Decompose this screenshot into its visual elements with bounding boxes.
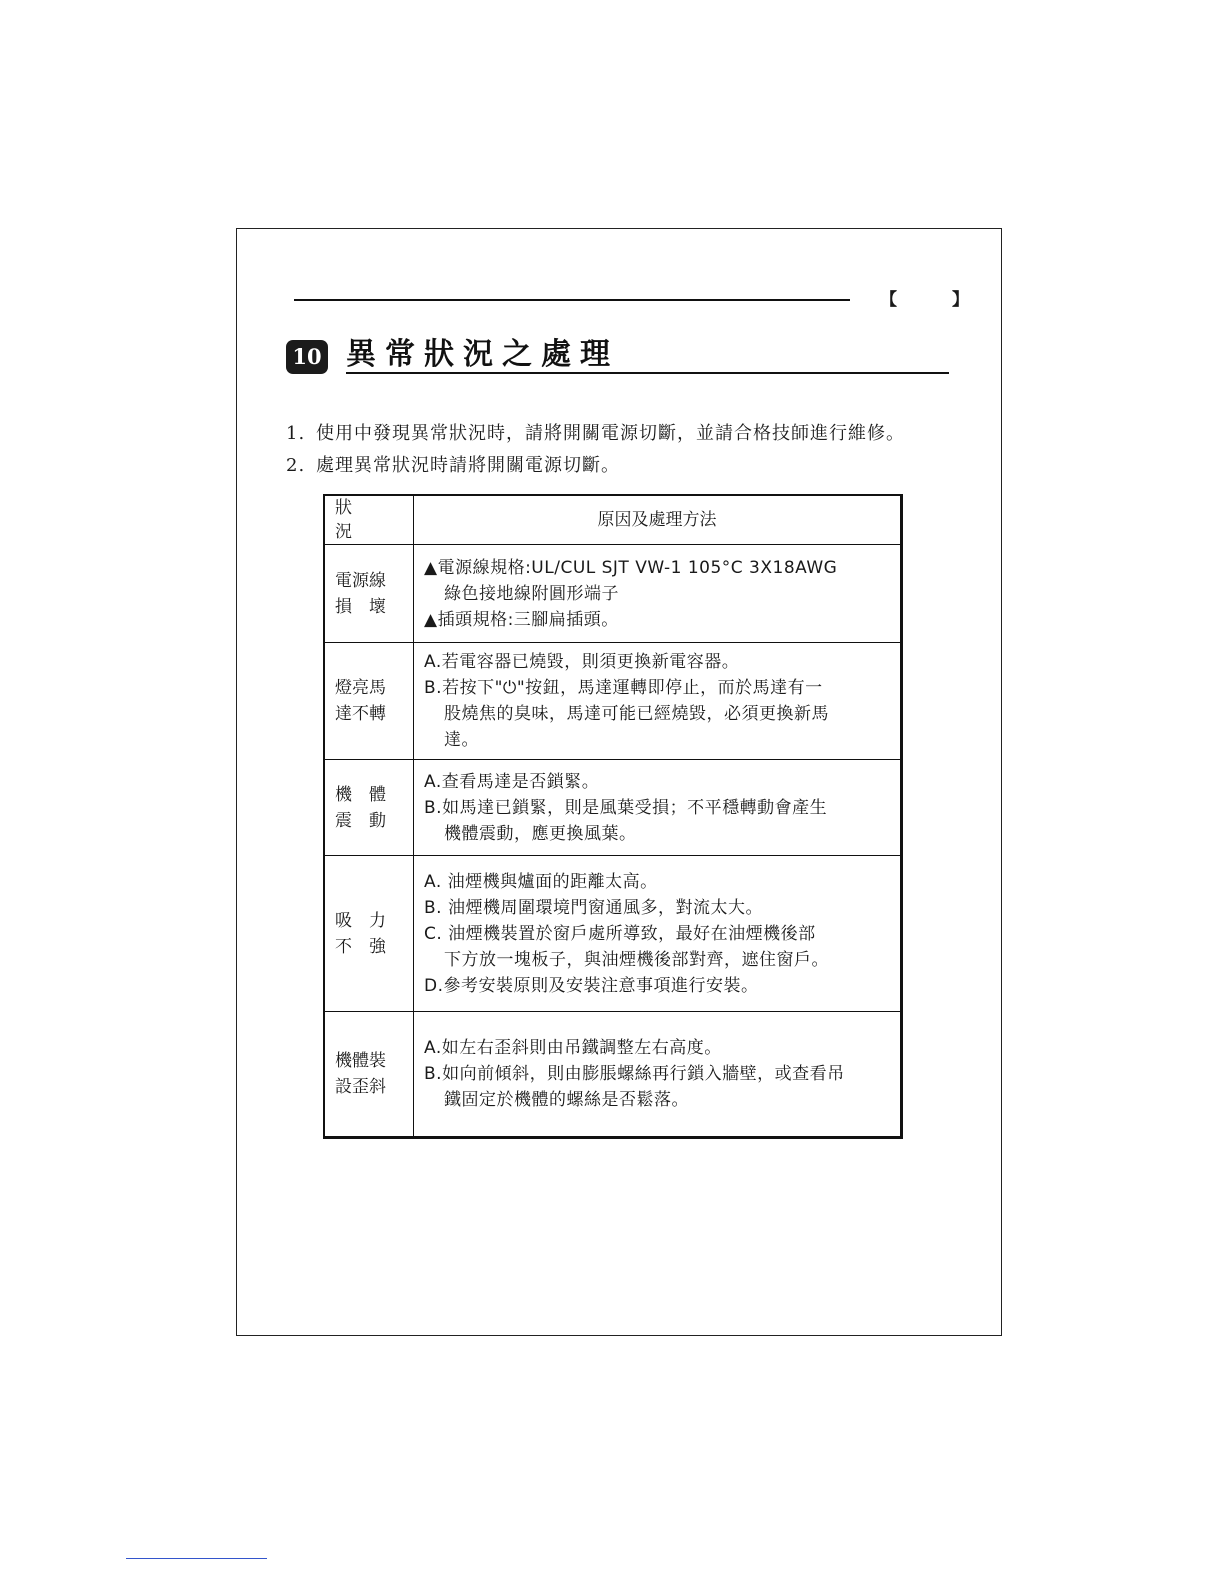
solution-line: A.查看馬達是否鎖緊。 xyxy=(424,771,600,792)
solution-line: 下方放一塊板子，與油煙機後部對齊，遮住窗戶。 xyxy=(444,949,829,970)
condition-line: 吸 力 xyxy=(335,910,386,931)
condition-cell xyxy=(324,760,414,856)
solution-line: B. 油煙機周圍環境門窗通風多，對流太大。 xyxy=(424,897,763,918)
power-icon: ⏻ xyxy=(502,678,517,698)
section-title: 異常狀況之處理 xyxy=(346,337,619,372)
solution-line: A.如左右歪斜則由吊鐵調整左右高度。 xyxy=(424,1038,722,1058)
condition-cell xyxy=(324,643,414,760)
intro-item-text: 使用中發現異常狀況時，請將開關電源切斷，並請合格技師進行維修。 xyxy=(316,423,905,444)
solution-line xyxy=(424,675,900,701)
solution-line: D.參考安裝原則及安裝注意事項進行安裝。 xyxy=(424,975,759,996)
title-rule xyxy=(346,372,949,374)
solution-cell xyxy=(414,760,902,856)
solution-line: A. 油煙機與爐面的距離太高。 xyxy=(424,871,658,892)
solution-line: ▲電源線規格:UL/CUL SJT VW-1 105°C 3X18AWG xyxy=(424,557,838,578)
condition-line: 震 動 xyxy=(335,810,386,831)
intro-item-text: 處理異常狀況時請將開關電源切斷。 xyxy=(316,455,620,476)
table-row xyxy=(324,545,902,643)
header-condition: 狀 況 xyxy=(324,495,414,545)
header-bracket-left: 【 xyxy=(880,290,897,310)
condition-line: 設歪斜 xyxy=(335,1077,386,1097)
solution-line: B.如馬達已鎖緊，則是風葉受損；不平穩轉動會產生 xyxy=(424,797,828,818)
condition-cell xyxy=(324,856,414,1012)
solution-line: 綠色接地線附圓形端子 xyxy=(444,583,619,604)
solution-line: 達。 xyxy=(444,730,479,750)
condition-line: 達不轉 xyxy=(335,704,386,724)
table-row xyxy=(324,760,902,856)
troubleshooting-table xyxy=(323,494,903,1139)
solution-line: C. 油煙機裝置於窗戶處所導致，最好在油煙機後部 xyxy=(424,923,816,944)
section-number-badge: 10 xyxy=(286,340,328,374)
table-row xyxy=(324,856,902,1012)
table-row xyxy=(324,643,902,760)
solution-line: B.如向前傾斜，則由膨脹螺絲再行鎖入牆壁，或查看吊 xyxy=(424,1064,845,1084)
condition-line: 燈亮馬 xyxy=(335,678,386,698)
solution-cell xyxy=(414,545,902,643)
intro-item xyxy=(286,450,905,482)
condition-line: 損 壞 xyxy=(335,596,386,617)
solution-line-part: "按鈕，馬達運轉即停止，而於馬達有一 xyxy=(516,678,823,698)
condition-cell xyxy=(324,1012,414,1138)
solution-cell xyxy=(414,643,902,760)
solution-cell xyxy=(414,1012,902,1138)
condition-line: 機體裝 xyxy=(335,1051,386,1071)
table-header-row xyxy=(324,495,902,545)
header-bracket-right: 】 xyxy=(952,290,969,310)
solution-line: 鐵固定於機體的螺絲是否鬆落。 xyxy=(444,1090,689,1110)
bottom-link-underline xyxy=(126,1558,267,1559)
intro-item-number: 2. xyxy=(286,455,306,476)
condition-line: 不 強 xyxy=(335,936,386,957)
intro-item xyxy=(286,418,905,450)
intro-list xyxy=(286,418,905,482)
condition-line: 電源線 xyxy=(335,570,386,591)
header-solution: 原因及處理方法 xyxy=(414,495,902,545)
condition-line: 機 體 xyxy=(335,784,386,805)
solution-cell xyxy=(414,856,902,1012)
solution-line: ▲插頭規格:三腳扁插頭。 xyxy=(424,609,619,630)
solution-line: 股燒焦的臭味，馬達可能已經燒毀，必須更換新馬 xyxy=(444,704,829,724)
solution-line: A.若電容器已燒毀，則須更換新電容器。 xyxy=(424,652,740,672)
header-rule xyxy=(294,299,850,301)
intro-item-number: 1. xyxy=(286,423,306,444)
solution-line-part: B.若按下" xyxy=(424,678,503,698)
condition-cell xyxy=(324,545,414,643)
solution-line: 機體震動，應更換風葉。 xyxy=(444,823,637,844)
table-row xyxy=(324,1012,902,1138)
